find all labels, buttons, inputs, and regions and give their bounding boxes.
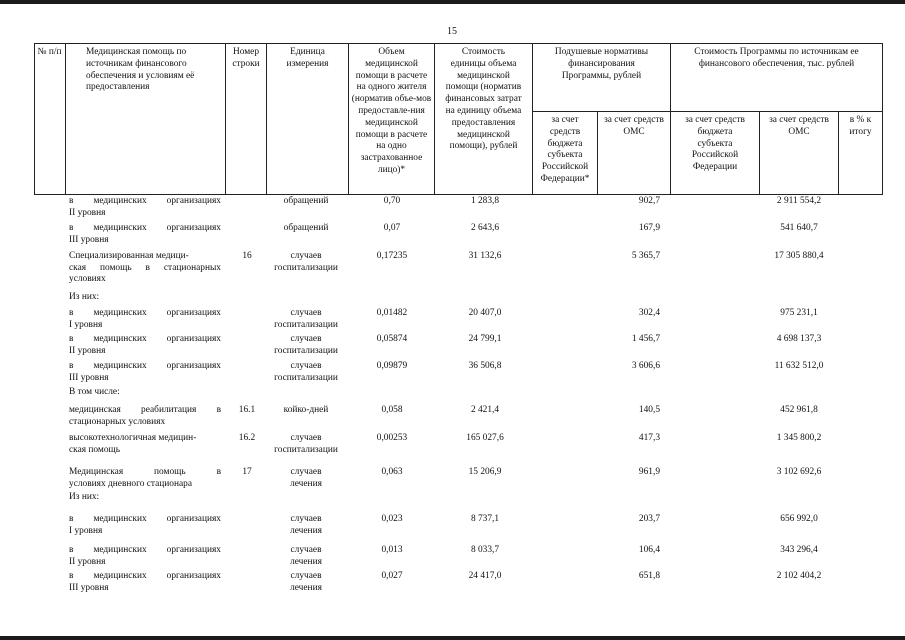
- row-norm-oms: 651,8: [638, 571, 660, 581]
- header-top-line: [34, 43, 883, 44]
- row-unit-line: госпитализации: [274, 319, 338, 330]
- row-cost: 31 132,6: [468, 251, 502, 261]
- row-volume: 0,70: [383, 196, 401, 206]
- row-label-line: высокотехнологичная медицин-: [69, 433, 197, 443]
- row-label-line: [69, 196, 221, 208]
- row-label-line: [69, 263, 221, 275]
- row-volume: 0,05874: [376, 334, 408, 344]
- row-volume: 0,00253: [376, 433, 408, 443]
- label-word: в: [145, 262, 150, 273]
- subheading: Из них:: [69, 492, 100, 502]
- row-unit-line: госпитализации: [274, 372, 338, 383]
- row-unit: [265, 308, 347, 331]
- row-norm-oms: 203,7: [638, 514, 660, 524]
- row-cost: 165 027,6: [466, 433, 504, 443]
- row-label: [69, 467, 221, 490]
- page-number: 15: [447, 26, 457, 37]
- subheading: В том числе:: [69, 387, 120, 397]
- row-norm-oms: 902,7: [638, 196, 660, 206]
- grid-line: [882, 43, 883, 194]
- row-norm-oms: 3 606,6: [631, 361, 660, 371]
- label-word: в: [69, 514, 74, 524]
- row-unit: койко-дней: [283, 405, 329, 415]
- row-norm-oms: 961,9: [638, 467, 660, 477]
- row-unit-line: случаев: [290, 361, 322, 371]
- row-cost: 24 417,0: [468, 571, 502, 581]
- row-unit-line: лечения: [290, 582, 322, 593]
- row-total-oms: 656 992,0: [780, 514, 818, 524]
- label-word: в: [69, 308, 74, 318]
- row-norm-oms: 417,3: [638, 433, 660, 443]
- header-norms: Подушевые нормативы финансирования Программы, рублей: [554, 47, 649, 81]
- label-word: медицинская: [69, 405, 121, 415]
- row-label: [69, 196, 221, 219]
- row-unit-line: госпитализации: [274, 444, 338, 455]
- row-unit-line: лечения: [290, 478, 322, 489]
- row-unit-line: случаев: [290, 251, 322, 261]
- row-label: [69, 308, 221, 331]
- row-volume: 0,063: [381, 467, 403, 477]
- row-label-line: III уровня: [69, 234, 109, 245]
- row-unit-line: случаев: [290, 571, 322, 581]
- row-cost: 36 506,8: [468, 361, 502, 371]
- label-word: организациях: [166, 545, 221, 555]
- row-label: [69, 223, 221, 246]
- label-word: организациях: [166, 334, 221, 344]
- row-code: 16.1: [238, 405, 256, 415]
- label-word: организациях: [166, 571, 221, 581]
- row-norm-oms: 302,4: [638, 308, 660, 318]
- row-unit: [265, 514, 347, 537]
- label-word: Медицинская: [69, 467, 124, 477]
- row-unit-line: госпитализации: [274, 262, 338, 273]
- row-norm-oms: 5 365,7: [631, 251, 660, 261]
- row-total-oms: 343 296,4: [780, 545, 818, 555]
- label-word: в: [69, 334, 74, 344]
- header-cost-budget: за счет средств бюджета субъекта Российской Федерации: [685, 115, 745, 173]
- header-unit: Единица измерения: [286, 47, 329, 69]
- row-unit-line: случаев: [290, 514, 322, 524]
- row-cost: 15 206,9: [468, 467, 502, 477]
- row-total-oms: 3 102 692,6: [776, 467, 822, 477]
- row-cost: 20 407,0: [468, 308, 502, 318]
- header-volume: Объем медицинской помощи в расчете на одного жителя (норматив объе-мов предоставле-ния медицинской помощи в расчете на одно застрахованное лицо)*: [351, 47, 432, 175]
- row-label-line: II уровня: [69, 345, 106, 356]
- label-word: медицинских: [93, 334, 147, 344]
- row-code: 17: [242, 467, 252, 477]
- subheading: Из них:: [69, 292, 100, 302]
- row-unit-line: случаев: [290, 433, 322, 443]
- header-program-cost: Стоимость Программы по источникам ее финансового обеспечения, тыс. рублей: [694, 47, 859, 69]
- row-total-oms: 2 102 404,2: [776, 571, 822, 581]
- header-sub-line: [532, 111, 883, 112]
- header-norm-budget: за счет средств бюджета субъекта Российской Федерации*: [540, 115, 590, 184]
- label-word: организациях: [166, 196, 221, 206]
- row-total-oms: 2 911 554,2: [776, 196, 822, 206]
- row-cost: 24 799,1: [468, 334, 502, 344]
- header-norm-oms: за счет средств ОМС: [604, 115, 664, 137]
- row-label: [69, 571, 221, 594]
- row-label-line: II уровня: [69, 207, 106, 218]
- header-num: № п/п: [37, 47, 62, 57]
- row-unit: [265, 545, 347, 568]
- row-volume: 0,013: [381, 545, 403, 555]
- label-word: помощь: [154, 467, 186, 477]
- label-word: медицинских: [93, 308, 147, 318]
- row-total-oms: 452 961,8: [780, 405, 818, 415]
- row-total-oms: 17 305 880,4: [774, 251, 824, 261]
- label-word: медицинских: [93, 545, 147, 555]
- label-word: реабилитация: [141, 405, 197, 415]
- top-border: [0, 0, 905, 4]
- label-word: в: [216, 405, 221, 415]
- row-unit-line: лечения: [290, 525, 322, 536]
- row-label-line: [69, 467, 221, 479]
- row-volume: 0,01482: [376, 308, 408, 318]
- label-word: в: [69, 545, 74, 555]
- header-name: Медицинская помощь по источникам финансового обеспечения и условиям её предоставления: [86, 47, 195, 93]
- label-word: медицинских: [93, 571, 147, 581]
- row-total-oms: 1 345 800,2: [776, 433, 822, 443]
- row-unit-line: госпитализации: [274, 345, 338, 356]
- row-volume: 0,027: [381, 571, 403, 581]
- row-unit: обращений: [283, 196, 329, 206]
- bottom-border: [0, 636, 905, 640]
- row-unit: [265, 571, 347, 594]
- row-label: [69, 251, 221, 286]
- row-label-line: [69, 514, 221, 526]
- label-word: организациях: [166, 223, 221, 233]
- row-label: [69, 545, 221, 568]
- row-label-line: ская помощь: [69, 444, 121, 455]
- row-norm-oms: 167,9: [638, 223, 660, 233]
- row-code: 16.2: [238, 433, 256, 443]
- label-word: медицинских: [93, 361, 147, 371]
- row-label-line: [69, 334, 221, 346]
- row-label: [69, 334, 221, 357]
- label-word: в: [69, 571, 74, 581]
- row-unit-line: случаев: [290, 334, 322, 344]
- label-word: организациях: [166, 514, 221, 524]
- label-word: организациях: [166, 361, 221, 371]
- row-label-line: Специализированная медици-: [69, 251, 189, 261]
- row-label: [69, 514, 221, 537]
- header-cost-oms: за счет средств ОМС: [769, 115, 829, 137]
- label-word: в: [69, 361, 74, 371]
- row-unit-line: случаев: [290, 467, 322, 477]
- label-word: ская: [69, 262, 87, 273]
- row-unit: [265, 433, 347, 456]
- row-total-oms: 541 640,7: [780, 223, 818, 233]
- label-word: в: [216, 467, 221, 477]
- row-norm-oms: 140,5: [638, 405, 660, 415]
- row-label-line: [69, 223, 221, 235]
- row-volume: 0,17235: [376, 251, 408, 261]
- row-label-line: III уровня: [69, 372, 109, 383]
- label-word: медицинских: [93, 196, 147, 206]
- row-unit: [265, 334, 347, 357]
- label-word: организациях: [166, 308, 221, 318]
- row-label-line: [69, 405, 221, 417]
- row-unit-line: лечения: [290, 556, 322, 567]
- row-cost: 8 737,1: [470, 514, 500, 524]
- row-unit: [265, 361, 347, 384]
- row-norm-oms: 106,4: [638, 545, 660, 555]
- grid-line: [34, 43, 35, 194]
- row-total-oms: 4 698 137,3: [776, 334, 822, 344]
- row-label-line: [69, 571, 221, 583]
- label-word: медицинских: [93, 223, 147, 233]
- label-word: в: [69, 196, 74, 206]
- row-label: [69, 405, 221, 428]
- row-unit: [265, 251, 347, 274]
- row-label-line: I уровня: [69, 319, 103, 330]
- row-unit: [265, 467, 347, 490]
- label-word: помощь: [99, 262, 132, 273]
- row-cost: 1 283,8: [470, 196, 500, 206]
- row-unit-line: случаев: [290, 308, 322, 318]
- row-total-oms: 975 231,1: [780, 308, 818, 318]
- header-bottom-line: [34, 194, 883, 195]
- label-word: стационарных: [163, 262, 221, 273]
- row-label-line: условиях дневного стационара: [69, 478, 193, 489]
- row-label-line: [69, 308, 221, 320]
- row-cost: 2 643,6: [470, 223, 500, 233]
- row-volume: 0,07: [383, 223, 401, 233]
- row-norm-oms: 1 456,7: [631, 334, 660, 344]
- row-cost: 8 033,7: [470, 545, 500, 555]
- row-label-line: условиях: [69, 274, 106, 285]
- row-label-line: [69, 545, 221, 557]
- row-unit-line: случаев: [290, 545, 322, 555]
- row-volume: 0,023: [381, 514, 403, 524]
- row-label-line: II уровня: [69, 556, 106, 567]
- row-volume: 0,058: [381, 405, 403, 415]
- row-code: 16: [242, 251, 252, 261]
- row-volume: 0,09879: [376, 361, 408, 371]
- row-unit: обращений: [283, 223, 329, 233]
- row-label-line: [69, 361, 221, 373]
- label-word: медицинских: [93, 514, 147, 524]
- row-label: [69, 433, 221, 456]
- header-cost-pct: в % к итогу: [849, 115, 872, 137]
- header-code: Номер строки: [232, 47, 260, 69]
- row-total-oms: 11 632 512,0: [774, 361, 824, 371]
- header-cost: Стоимость единицы объема медицинской помощи (норматив финансовых затрат на единицу объема предоставления медицинской помощи), рублей: [445, 47, 522, 152]
- label-word: в: [69, 223, 74, 233]
- row-label: [69, 361, 221, 384]
- row-label-line: стационарных условиях: [69, 416, 166, 427]
- row-label-line: I уровня: [69, 525, 103, 536]
- row-label-line: III уровня: [69, 582, 109, 593]
- row-cost: 2 421,4: [470, 405, 500, 415]
